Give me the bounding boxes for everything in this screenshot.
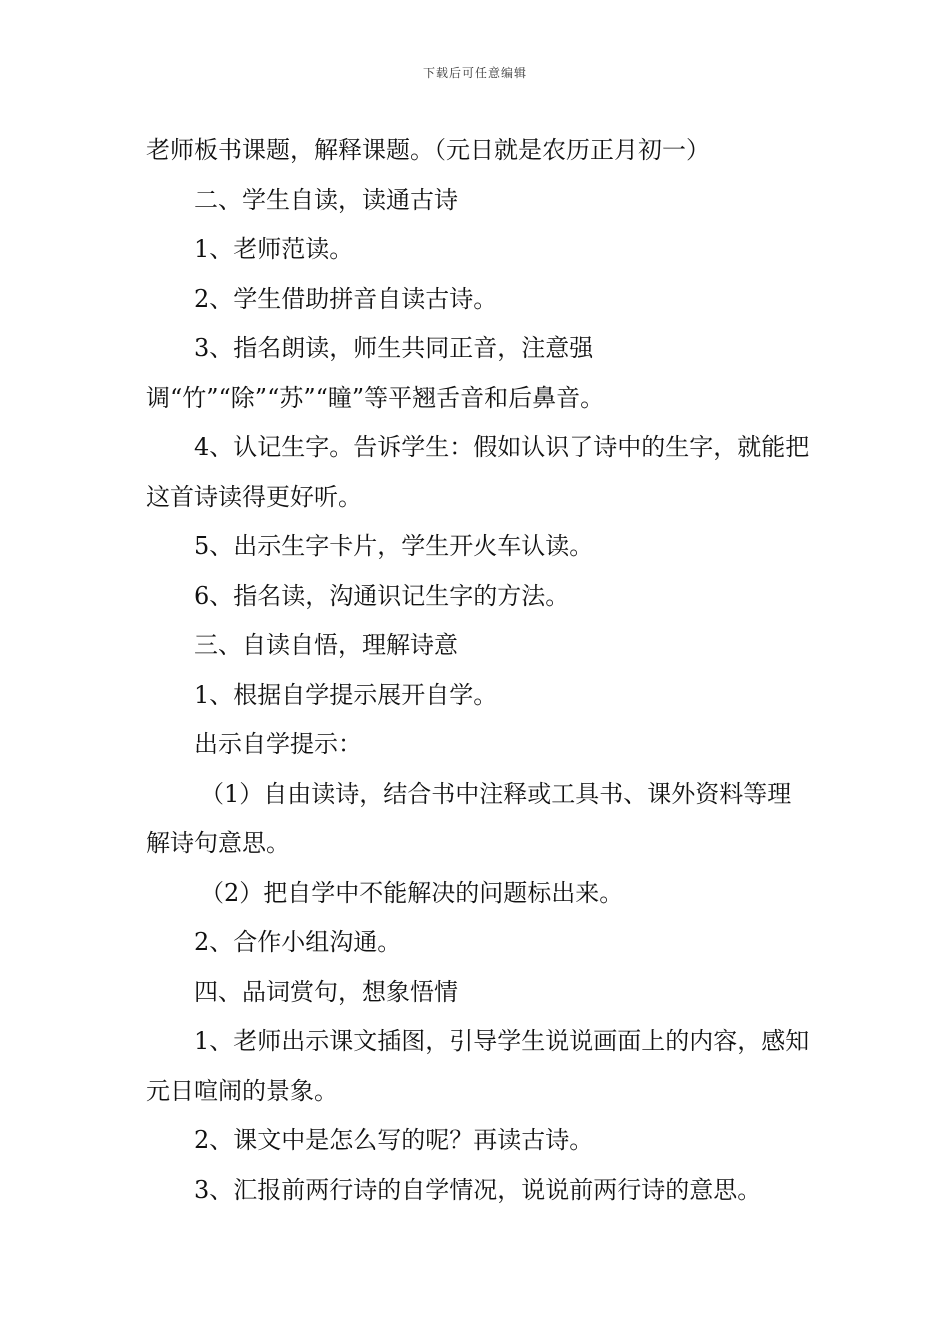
list-item: 3、指名朗读，师生共同正音，注意强调“竹”“除”“苏”“瞳”等平翘舌音和后鼻音。 bbox=[146, 334, 605, 412]
list-item: 1、老师出示课文插图，引导学生说说画面上的内容，感知元日喧闹的景象。 bbox=[146, 1027, 810, 1105]
list-item: 4、认记生字。告诉学生：假如认识了诗中的生字，就能把这首诗读得更好听。 bbox=[146, 433, 810, 511]
list-item: 6、指名读，沟通识记生字的方法。 bbox=[194, 581, 570, 610]
document-body bbox=[146, 126, 810, 1215]
list-item: 2、合作小组沟通。 bbox=[194, 928, 402, 956]
sub-list-item: （1）自由读诗，结合书中注释或工具书、课外资料等理解诗句意思。 bbox=[146, 779, 792, 857]
list-item: 1、根据自学提示展开自学。 bbox=[194, 680, 498, 709]
section-heading-3: 三、自读自悟，理解诗意 bbox=[194, 631, 458, 659]
paragraph-intro: 老师板书课题，解释课题。（元日就是农历正月初一） bbox=[146, 136, 710, 164]
section-heading-2: 二、学生自读，读通古诗 bbox=[194, 185, 458, 214]
list-item: 3、汇报前两行诗的自学情况，说说前两行诗的意思。 bbox=[194, 1175, 762, 1204]
list-item: 5、出示生字卡片，学生开火车认读。 bbox=[194, 532, 594, 560]
section-heading-4: 四、品词赏句，想象悟情 bbox=[194, 977, 458, 1006]
list-item: 2、课文中是怎么写的呢？再读古诗。 bbox=[194, 1126, 594, 1154]
prompt-heading: 出示自学提示： bbox=[194, 730, 362, 758]
page-header: 下载后可任意编辑 bbox=[422, 66, 527, 80]
list-item: 2、学生借助拼音自读古诗。 bbox=[194, 284, 498, 313]
sub-list-item: （2）把自学中不能解决的问题标出来。 bbox=[200, 878, 624, 907]
list-item: 1、老师范读。 bbox=[194, 235, 354, 263]
